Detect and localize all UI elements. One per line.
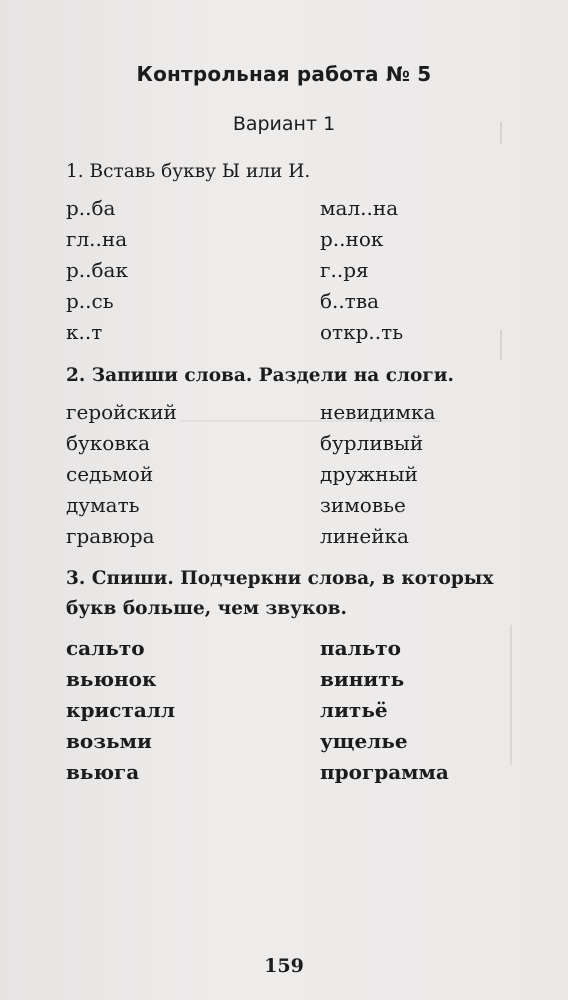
word-left: кристалл: [66, 698, 175, 722]
word-row: [66, 397, 526, 428]
word-left: р..ба: [66, 196, 116, 220]
word-right: зимовье: [320, 493, 406, 517]
word-right: пальто: [320, 636, 402, 660]
word-right: бурливый: [320, 431, 424, 455]
word-row: [66, 224, 526, 255]
word-row: [66, 490, 526, 521]
word-left: р..сь: [66, 289, 114, 313]
word-row: [66, 726, 526, 757]
word-left: вьюнок: [66, 667, 157, 691]
word-row: [66, 255, 526, 286]
word-right: невидимка: [320, 400, 436, 424]
word-row: [66, 633, 526, 664]
task3-instruction-line1: 3. Спиши. Подчеркни слова, в которых: [66, 568, 494, 589]
word-row: [66, 193, 526, 224]
word-left: седьмой: [66, 462, 154, 486]
task1-instruction: 1. Вставь букву Ы или И.: [66, 161, 311, 182]
word-right: г..ря: [320, 258, 369, 282]
variant-heading: Вариант 1: [232, 113, 336, 135]
word-left: геройский: [66, 400, 177, 424]
task3-word-grid: [66, 633, 526, 788]
word-right: винить: [320, 667, 405, 691]
word-right: мал..на: [320, 196, 399, 220]
word-right: откр..ть: [320, 320, 404, 344]
page-number: 159: [264, 955, 304, 977]
word-right: линейка: [320, 524, 409, 548]
word-row: [66, 664, 526, 695]
word-left: вьюга: [66, 760, 140, 784]
word-left: сальто: [66, 636, 145, 660]
task2-instruction: 2. Запиши слова. Раздели на слоги.: [66, 365, 454, 386]
word-row: [66, 695, 526, 726]
word-left: думать: [66, 493, 140, 517]
word-right: ущелье: [320, 729, 408, 753]
word-right: программа: [320, 760, 449, 784]
word-right: литьё: [320, 698, 388, 722]
word-row: [66, 317, 526, 348]
word-left: гл..на: [66, 227, 128, 251]
word-left: р..бак: [66, 258, 128, 282]
word-row: [66, 757, 526, 788]
word-row: [66, 428, 526, 459]
page-title: Контрольная работа № 5: [136, 62, 432, 86]
word-left: буковка: [66, 431, 151, 455]
word-left: гравюра: [66, 524, 155, 548]
task1-word-grid: [66, 193, 526, 348]
task2-word-grid: [66, 397, 526, 552]
word-left: возьми: [66, 729, 152, 753]
word-right: дружный: [320, 462, 418, 486]
word-right: р..нок: [320, 227, 384, 251]
word-right: б..тва: [320, 289, 380, 313]
task3-instruction-line2: букв больше, чем звуков.: [66, 598, 347, 619]
word-row: [66, 459, 526, 490]
word-row: [66, 286, 526, 317]
word-left: к..т: [66, 320, 103, 344]
word-row: [66, 521, 526, 552]
